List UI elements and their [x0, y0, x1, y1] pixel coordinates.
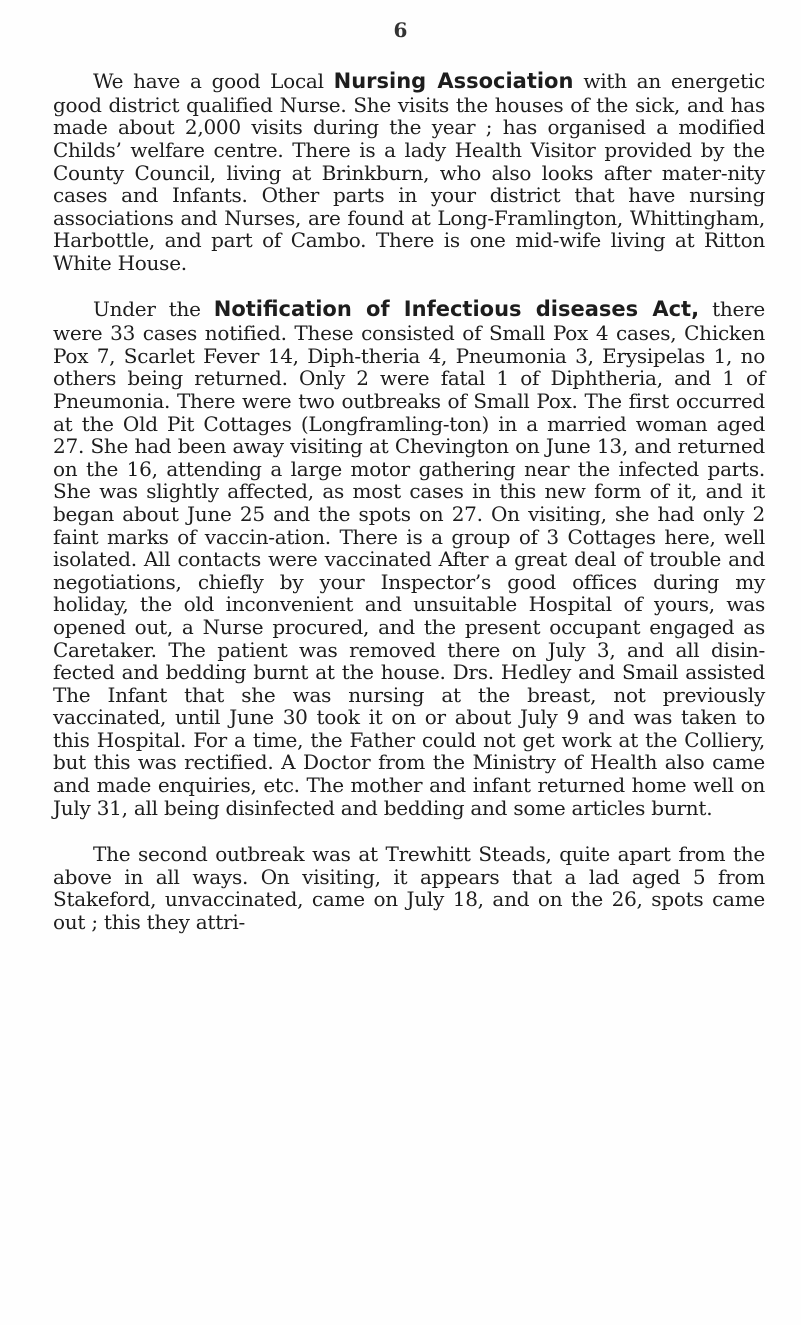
- paragraph-infectious-diseases: [53, 298, 765, 819]
- text-segment: We have a good Local: [93, 69, 334, 93]
- text-segment: there were 33 cases notified. These consisted of Small Pox 4 cases, Chicken Pox 7, Scarlet Fever 14, Diph-theria 4, Pneumonia 3, Erysipelas 1, no others being returned. Only 2 were fatal 1 of Diphtheria, and 1 of Pneumonia. There were two outbreaks of Small Pox. The first occurred at the Old Pit Cottages (Longframling-ton) in a married woman aged 27. She had been away visiting at Chevington on June 13, and returned on the 16, attending a large motor gathering near the infected parts. She was slightly affected, as most cases in this new form of it, and it began about June 25 and the spots on 27. On visiting, she had only 2 faint marks of vaccin-ation. There is a group of 3 Cottages here, well isolated. All contacts were vaccinated After a great deal of trouble and negotiations, chiefly by your Inspector’s good offices during my holiday, the old inconvenient and unsuitable Hospital of yours, was opened out, a Nurse procured, and the present occupant engaged as Caretaker. The patient was removed there on July 3, and all disin-fected and bedding burnt at the house. Drs. Hedley and Smail assisted The Infant that she was nursing at the breast, not previously vaccinated, until June 30 took it on or about July 9 and was taken to this Hospital. For a time, the Father could not get work at the Colliery, but this was rectified. A Doctor from the Ministry of Health also came and made enquiries, etc. The mother and infant returned home well on July 31, all being disinfected and bedding and some articles burnt.: [53, 297, 766, 820]
- heading-nursing-association: Nursing Association: [333, 69, 574, 93]
- text-segment: with an energetic good district qualified Nurse. She visits the houses of the sick, and has made about 2,000 visits during the year ; has organised a modified Childs’ welfare centre. There is a lady Health Visitor provided by the County Council, living at Brinkburn, who also looks after mater-nity cases and Infants. Other parts in your district that have nursing associations and Nurses, are found at Long-Framlington, Whittingham, Harbottle, and part of Cambo. There is one mid-wife living at Ritton White House.: [53, 69, 766, 275]
- paragraph-second-outbreak: [53, 843, 765, 933]
- page-number: 6: [393, 18, 408, 42]
- text-segment: The second outbreak was at Trewhitt Steads, quite apart from the above in all ways. On visiting, it appears that a lad aged 5 from Stakeford, unvaccinated, came on July 18, and on the 26, spots came out ; this they attri-: [53, 842, 765, 935]
- document-body: [53, 70, 765, 958]
- heading-infectious-diseases-act: Notification of Infectious diseases Act,: [213, 297, 700, 322]
- text-segment: Under the: [93, 297, 214, 322]
- paragraph-nursing-association: [53, 70, 765, 274]
